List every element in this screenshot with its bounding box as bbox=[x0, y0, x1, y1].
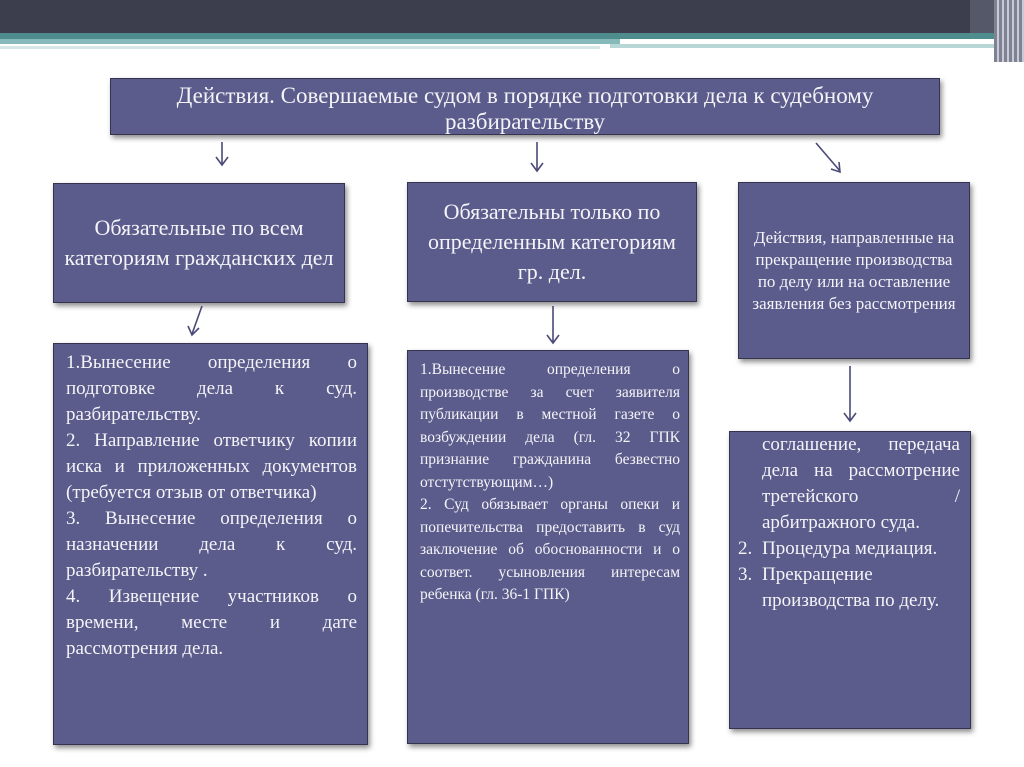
list-item: 4. Извещение участников о времени, месте и дате рассмотрения дела. bbox=[66, 586, 357, 659]
column-heading: Обязательные по всем категориям гражданских дел bbox=[64, 215, 334, 270]
header-band bbox=[0, 0, 1024, 33]
arrow-down-icon bbox=[210, 140, 234, 168]
column-list-box bbox=[407, 350, 689, 744]
list-item bbox=[738, 562, 960, 614]
list-item-text: соглашение, передача дела на рассмотрение третейского / арбитражного суда. bbox=[762, 434, 960, 533]
list-item: 2. Направление ответчику копии иска и приложенных документов (требуется отзыв от ответчика) bbox=[66, 430, 357, 503]
list-item-text: Прекращение производства по делу. bbox=[762, 564, 940, 611]
header-corner-stripes bbox=[994, 0, 1024, 62]
list-item bbox=[738, 432, 960, 536]
list-item bbox=[738, 536, 960, 562]
list-item-number bbox=[738, 432, 762, 536]
arrow-down-icon bbox=[812, 140, 846, 176]
header-accent-line bbox=[0, 46, 600, 49]
column-heading-box bbox=[53, 183, 345, 303]
header-accent-line bbox=[0, 39, 620, 44]
column-list-box bbox=[729, 431, 971, 729]
list-item-number: 3. bbox=[738, 564, 753, 585]
diagram-title-box bbox=[110, 78, 940, 135]
list-item-text: Процедура медиация. bbox=[762, 538, 938, 559]
list-item-number: 2. bbox=[738, 538, 753, 559]
column-list-box bbox=[53, 343, 368, 745]
arrow-down-icon bbox=[180, 304, 208, 338]
list-item: 2. Суд обязывает органы опеки и попечительства предоставить в суд заключение об обоснованности и о соответ. усыновления интересам ребенка (гл. 36-1 ГПК) bbox=[420, 496, 680, 603]
list-item: 3. Вынесение определения о назначении дела к суд. разбирательству . bbox=[66, 508, 357, 581]
header-accent-line bbox=[610, 44, 1000, 48]
arrow-down-icon bbox=[541, 304, 565, 346]
arrow-down-icon bbox=[525, 140, 549, 174]
column-heading: Действия, направленные на прекращение производства по делу или на оставление заявления без рассмотрения bbox=[752, 227, 956, 313]
arrow-down-icon bbox=[838, 364, 862, 424]
column-heading: Обязательны только по определенным категориям гр. дел. bbox=[428, 199, 676, 284]
header-corner-shade bbox=[970, 0, 994, 33]
column-heading-box bbox=[738, 182, 970, 359]
list-item: 1.Вынесение определения о подготовке дела к суд. разбирательству. bbox=[66, 352, 357, 425]
list-item: 1.Вынесение определения о производстве за счет заявителя публикации в местной газете о возбуждении дела (гл. 32 ГПК признание гражданина безвестно отстутствующим…) bbox=[420, 361, 680, 491]
column-heading-box bbox=[407, 182, 697, 302]
diagram-title: Действия. Совершаемые судом в порядке подготовки дела к судебному разбирательству bbox=[176, 83, 874, 134]
